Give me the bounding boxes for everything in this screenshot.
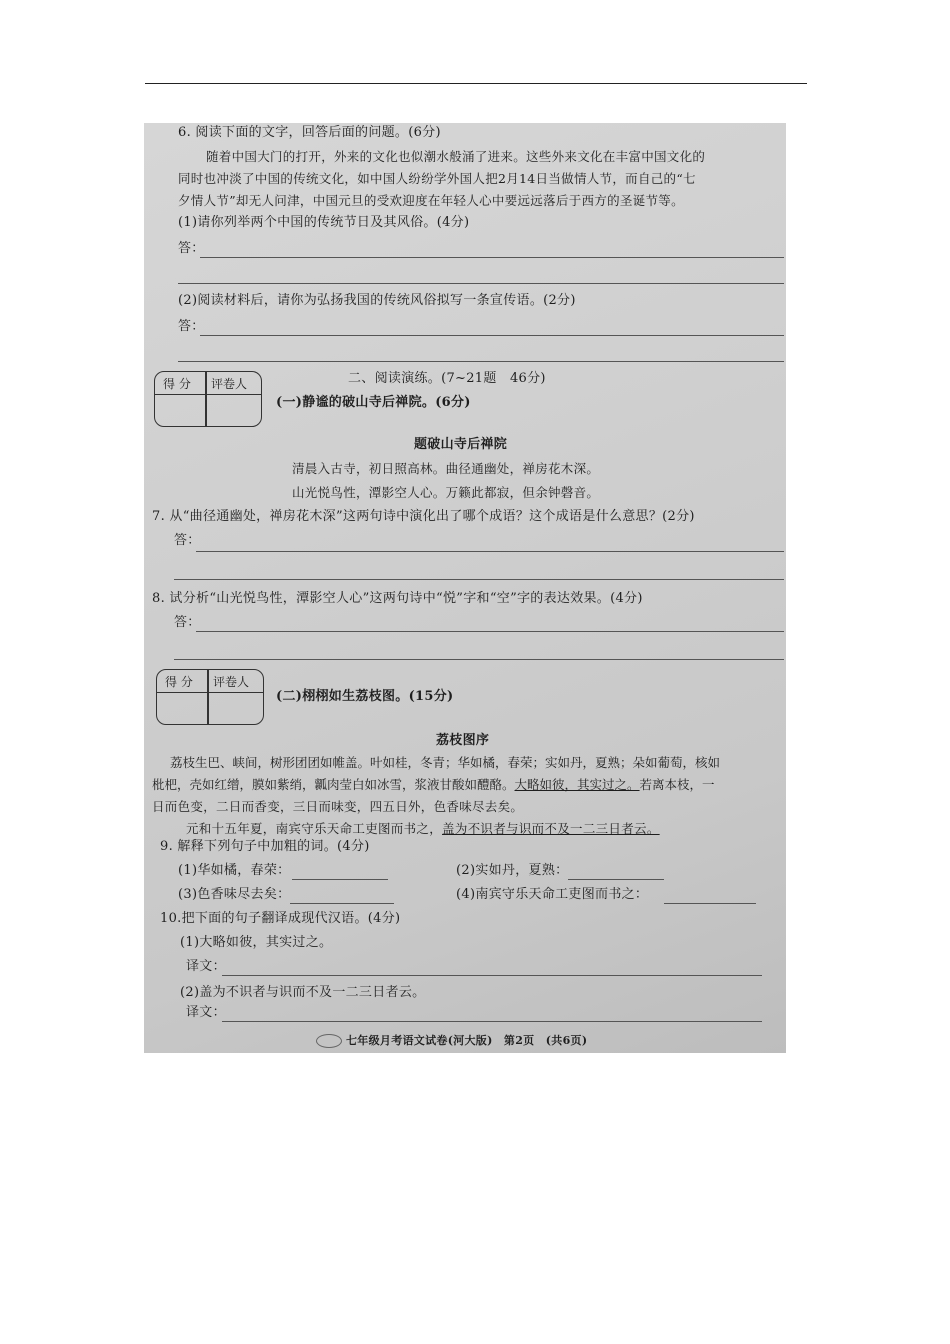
top-rule (145, 83, 807, 84)
q9-text: 9. 解释下列句子中加粗的词。(4分) (160, 839, 370, 854)
q7-text: 7. 从“曲径通幽处，禅房花木深”这两句诗中演化出了哪个成语？这个成语是什么意思？(2分) (152, 509, 695, 524)
section2-title: 二、阅读演练。(7~21题 46分) (348, 371, 546, 386)
answer-line[interactable] (178, 361, 784, 362)
score-label: 得 分 (163, 377, 191, 391)
answer-line[interactable] (196, 631, 784, 632)
score-box (156, 669, 264, 725)
answer-line[interactable] (196, 551, 784, 552)
q7-answer-label: 答： (174, 533, 201, 548)
answer-line[interactable] (222, 1021, 762, 1022)
poem-line-2: 山光悦鸟性，潭影空人心。万籁此都寂，但余钟磬音。 (292, 485, 600, 500)
page-footer: 七年级月考语文试卷(河大版) 第2页 (共6页) (346, 1034, 588, 1047)
publisher-logo-icon (316, 1034, 342, 1048)
q8-answer-label: 答： (174, 615, 201, 630)
section2-part1-title: (一)静谧的破山寺后禅院。(6分) (276, 395, 471, 410)
q8-text: 8. 试分析“山光悦鸟性，潭影空人心”这两句诗中“悦”字和“空”字的表达效果。(4分) (152, 591, 643, 606)
q6-title: 6. 阅读下面的文字，回答后面的问题。(6分) (178, 125, 441, 140)
answer-line[interactable] (200, 257, 784, 258)
answer-line[interactable] (222, 975, 762, 976)
grader-label: 评卷人 (211, 377, 248, 391)
underlined-sentence: 大略如彼，其实过之。 (514, 777, 640, 792)
q6-answer-label-2: 答： (178, 319, 205, 334)
q9-item-2: (2)实如丹，夏熟： (456, 863, 569, 878)
q6-answer-label-1: 答： (178, 241, 205, 256)
answer-line[interactable] (568, 879, 664, 880)
q9-item-3: (3)色香味尽去矣： (178, 887, 291, 902)
passage-line-2: 枇杷，壳如红缯，膜如紫绡，瓤肉莹白如冰雪，浆液甘酸如醴酪。大略如彼，其实过之。若离本枝，一 (152, 777, 715, 792)
answer-line[interactable] (290, 903, 394, 904)
q6-para-line-3: 夕情人节”却无人问津，中国元旦的受欢迎度在年轻人心中要远远落后于西方的圣诞节等。 (178, 193, 684, 208)
q6-para-line-1: 随着中国大门的打开，外来的文化也似潮水般涌了进来。这些外来文化在丰富中国文化的 (206, 149, 706, 164)
q9-item-4: (4)南宾守乐天命工吏图而书之： (456, 887, 649, 902)
q10-translation-label-2: 译文： (186, 1005, 226, 1020)
q6-sub-question-2: (2)阅读材料后，请你为弘扬我国的传统风俗拟写一条宣传语。(2分) (178, 293, 576, 308)
passage-title: 荔枝图序 (436, 733, 490, 748)
q10-text: 10.把下面的句子翻译成现代汉语。(4分) (160, 911, 401, 926)
poem-title: 题破山寺后禅院 (414, 437, 508, 452)
poem-line-1: 清晨入古寺，初日照高林。曲径通幽处，禅房花木深。 (292, 461, 600, 476)
score-box (154, 371, 262, 427)
passage-line-1: 荔枝生巴、峡间，树形团团如帷盖。叶如桂，冬青；华如橘，春荣；实如丹，夏熟；朵如葡萄，核如 (170, 755, 721, 770)
part2-title: (二)栩栩如生荔枝图。(15分) (276, 689, 454, 704)
score-label: 得 分 (165, 675, 193, 689)
passage-line-4: 元和十五年夏，南宾守乐天命工吏图而书之，盖为不识者与识而不及一二三日者云。 (186, 821, 660, 836)
answer-line[interactable] (664, 903, 756, 904)
q6-sub-question-1: (1)请你列举两个中国的传统节日及其风俗。(4分) (178, 215, 470, 230)
underlined-sentence: 盖为不识者与识而不及一二三日者云。 (442, 821, 660, 836)
answer-line[interactable] (174, 659, 784, 660)
q6-para-line-2: 同时也冲淡了中国的传统文化，如中国人纷纷学外国人把2月14日当做情人节，而自己的“七 (178, 171, 696, 186)
q10-sentence-2: (2)盖为不识者与识而不及一二三日者云。 (180, 985, 426, 1000)
exam-page-photo (144, 123, 786, 1053)
answer-line[interactable] (174, 579, 784, 580)
q10-translation-label-1: 译文： (186, 959, 226, 974)
q10-sentence-1: (1)大略如彼，其实过之。 (180, 935, 333, 950)
answer-line[interactable] (178, 283, 784, 284)
grader-label: 评卷人 (213, 675, 250, 689)
passage-line-3: 日而色变，二日而香变，三日而味变，四五日外，色香味尽去矣。 (152, 799, 524, 814)
answer-line[interactable] (200, 335, 784, 336)
q9-item-1: (1)华如橘，春荣： (178, 863, 291, 878)
answer-line[interactable] (292, 879, 388, 880)
